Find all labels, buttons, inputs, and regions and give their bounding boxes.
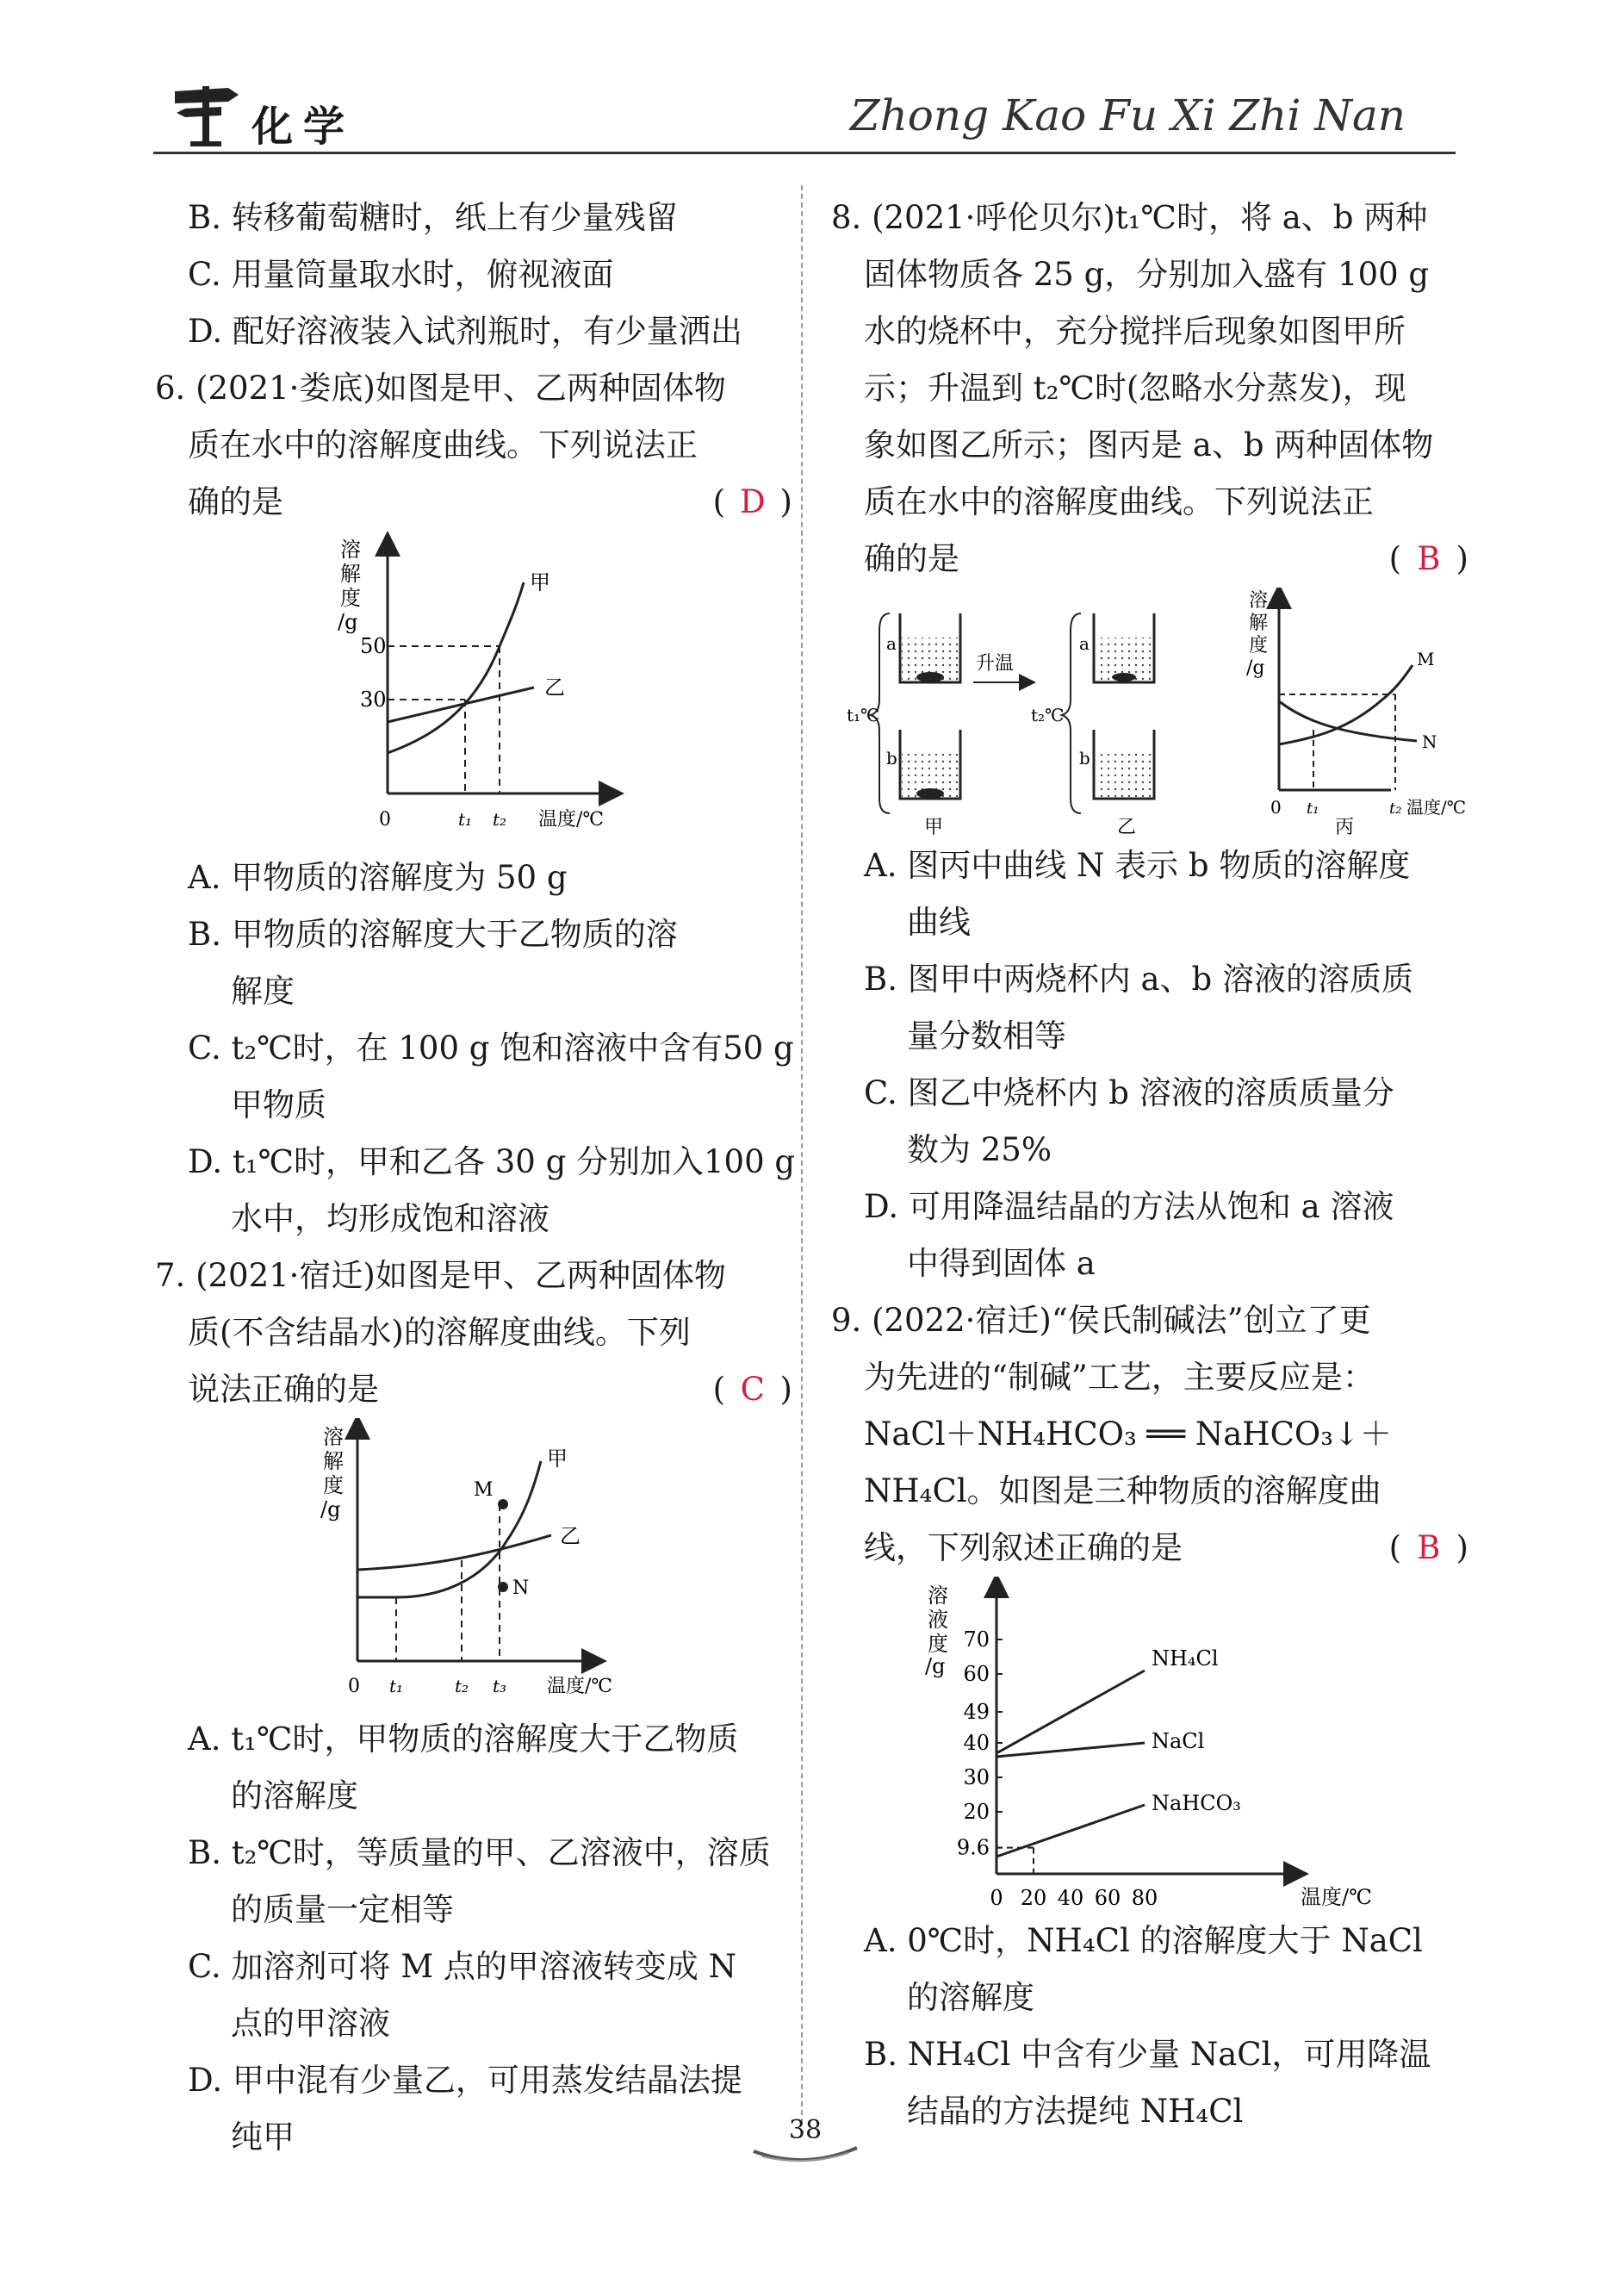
q6-stem-line: 质在水中的溶解度曲线。下列说法正 <box>188 426 698 464</box>
q7-ylabel-char: 度 <box>323 1473 344 1497</box>
q6-solubility-graph <box>155 531 792 849</box>
q7-point-m <box>498 1499 508 1509</box>
q8-stem-line: 8. (2021·呼伦贝尔)t₁℃时，将 a、b 两种 <box>831 199 1428 236</box>
q7-option-d: D. 甲中混有少量乙，可用蒸发结晶法提 <box>188 2062 742 2099</box>
q8-panel-jia: 甲 <box>924 817 944 837</box>
q9-figure <box>831 1577 1468 1913</box>
q6-ylabel-char: 解 <box>340 562 361 586</box>
q9-stem-line <box>831 1520 1468 1577</box>
q8-panel-yi: 乙 <box>1117 817 1137 837</box>
q7-xtick-t1: t₁ <box>389 1676 404 1696</box>
q7-label-m: M <box>474 1479 494 1501</box>
q8-graph-origin: 0 <box>1270 797 1282 818</box>
q9-ytick-label: 70 <box>963 1627 990 1652</box>
q7-option-b: B. t₂℃时，等质量的甲、乙溶液中，溶质 <box>188 1834 771 1871</box>
q6-curve-yi <box>388 688 534 722</box>
q6-ylabel-char: /g <box>338 610 358 634</box>
q7-option-d-cont: 纯甲 <box>231 2119 295 2156</box>
q8-option-c: C. 图乙中烧杯内 b 溶液的溶质质量分 <box>864 1074 1394 1111</box>
q8-option-c-cont: 数为 25% <box>907 1131 1052 1168</box>
q7-option-a-cont: 的溶解度 <box>231 1777 358 1814</box>
series-title: Zhong Kao Fu Xi Zhi Nan <box>849 90 1406 140</box>
q6-option-c-cont: 甲物质 <box>231 1086 326 1123</box>
q9-xtick-label: 20 <box>1020 1886 1047 1910</box>
q8-t1-label: t₁℃ <box>847 705 880 725</box>
q7-label-yi: 乙 <box>560 1524 580 1548</box>
q9-answer: B <box>1417 1529 1441 1566</box>
q6-xtick-t2: t₂ <box>493 809 507 830</box>
page-number-swoosh-icon <box>749 2141 861 2167</box>
q8-option-d: D. 可用降温结晶的方法从饱和 a 溶液 <box>864 1188 1394 1225</box>
q7-answer-box: ( C ) <box>713 1361 792 1418</box>
q6-ylabel-char: 溶 <box>340 538 361 562</box>
q7-curve-yi <box>357 1535 551 1570</box>
q9-series-line <box>996 1671 1145 1753</box>
q7-option-c: C. 加溶剂可将 M 点的甲溶液转变成 N <box>188 1948 737 1985</box>
q9-stem-line: NaCl＋NH₄HCO₃ ══ NaHCO₃↓＋ <box>864 1416 1393 1453</box>
column-divider <box>801 185 803 2124</box>
q7-label-jia: 甲 <box>547 1447 568 1471</box>
q6-xlabel: 温度/℃ <box>538 809 605 831</box>
q9-series-group <box>996 1646 1241 1874</box>
q7-answer: C <box>740 1371 765 1408</box>
q5-option-c: C. 用量筒量取水时，俯视液面 <box>188 256 614 293</box>
q9-series-line <box>996 1805 1145 1857</box>
q9-ylabel-char: 液 <box>928 1608 948 1632</box>
q8-beaker-a2 <box>1094 613 1154 682</box>
q9-xlabel: 温度/℃ <box>1301 1885 1372 1909</box>
q7-ylabel-char: 溶 <box>323 1425 344 1449</box>
q6-stem-text: 确的是 <box>188 483 283 520</box>
q8-beakers-graph <box>831 588 1468 837</box>
q9-series-line <box>996 1743 1145 1757</box>
left-column <box>155 190 796 2166</box>
q8-curve-m <box>1279 665 1412 744</box>
q7-stem-line: 质(不含结晶水)的溶解度曲线。下列 <box>188 1314 691 1351</box>
q8-option-a: A. 图丙中曲线 N 表示 b 物质的溶解度 <box>864 847 1411 884</box>
q9-stem-line: NH₄Cl。如图是三种物质的溶解度曲 <box>864 1472 1381 1509</box>
q8-graph-ylabel-char: 溶 <box>1249 590 1269 612</box>
q9-xtick-label: 40 <box>1057 1886 1084 1910</box>
q7-point-n <box>498 1582 508 1592</box>
q8-stem-line: 固体物质各 25 g，分别加入盛有 100 g <box>864 256 1430 293</box>
q6-label-yi: 乙 <box>544 675 565 700</box>
q8-beaker-b1 <box>900 730 960 799</box>
q9-x-ticks <box>990 1886 1158 1910</box>
q7-ylabel-char: /g <box>320 1497 341 1521</box>
q7-stem-text: 说法正确的是 <box>188 1371 379 1408</box>
q6-figure <box>155 531 792 849</box>
q7-option-a: A. t₁℃时，甲物质的溶解度大于乙物质 <box>188 1720 739 1758</box>
q9-xtick-label: 0 <box>990 1886 1003 1910</box>
q9-ytick-label: 20 <box>963 1800 990 1824</box>
q8-answer: B <box>1417 540 1441 577</box>
q6-option-b-cont: 解度 <box>231 973 295 1010</box>
subject-title: 化学 <box>251 103 356 151</box>
q8-beaker-a1 <box>900 613 960 682</box>
q7-xtick-t3: t₃ <box>493 1676 507 1696</box>
q7-option-b-cont: 的质量一定相等 <box>231 1891 454 1928</box>
page-number: 38 <box>788 2115 823 2145</box>
q9-series-label: NaCl <box>1152 1729 1205 1753</box>
q9-stem-text: 线，下列叙述正确的是 <box>864 1529 1183 1566</box>
q6-ytick-50: 50 <box>360 634 387 658</box>
q8-beaker-label-b1: b <box>886 748 897 768</box>
q9-option-a-cont: 的溶解度 <box>907 1979 1034 2016</box>
q8-stem-line: 示；升温到 t₂℃时(忽略水分蒸发)，现 <box>864 370 1406 407</box>
q6-label-jia: 甲 <box>530 570 550 594</box>
q8-graph-ylabel-char: 解 <box>1249 613 1269 634</box>
q6-ytick-30: 30 <box>360 688 387 712</box>
q9-stem-line: 为先进的“制碱”工艺，主要反应是： <box>864 1359 1375 1396</box>
q6-option-c: C. t₂℃时，在 100 g 饱和溶液中含有50 g <box>188 1030 794 1067</box>
q7-solubility-graph <box>155 1418 792 1711</box>
q8-curve-label-m: M <box>1417 649 1435 669</box>
q9-answer-box: ( B ) <box>1389 1520 1468 1577</box>
q8-option-b-cont: 量分数相等 <box>907 1017 1066 1055</box>
q7-xlabel: 温度/℃ <box>547 1676 613 1697</box>
q8-stem-text: 确的是 <box>864 540 959 577</box>
q8-graph-xlabel: 温度/℃ <box>1406 797 1467 818</box>
q6-stem-line <box>155 474 792 531</box>
q8-graph-ylabel-char: 度 <box>1249 635 1269 656</box>
q9-ylabel-char: 溶 <box>928 1584 948 1608</box>
q9-option-b-cont: 结晶的方法提纯 NH₄Cl <box>907 2093 1244 2130</box>
q7-origin: 0 <box>348 1676 360 1697</box>
q6-answer-box: ( D ) <box>713 474 792 531</box>
q6-origin: 0 <box>379 809 391 831</box>
q8-t2-label: t₂℃ <box>1031 705 1065 725</box>
q9-ylabel-char: /g <box>925 1654 946 1678</box>
q5-option-b: B. 转移葡萄糖时，纸上有少量残留 <box>188 199 678 236</box>
q7-ylabel-char: 解 <box>323 1449 344 1473</box>
q8-option-b: B. 图甲中两烧杯内 a、b 溶液的溶质质 <box>864 961 1413 998</box>
q9-stem-line: 9. (2022·宿迁)“侯氏制碱法”创立了更 <box>831 1302 1371 1339</box>
q7-stem-line <box>155 1361 792 1418</box>
q8-answer-box: ( B ) <box>1389 531 1468 588</box>
q8-brace-yi <box>1062 613 1081 813</box>
right-column <box>831 190 1468 2140</box>
q8-curve-label-n: N <box>1422 731 1437 752</box>
q6-answer: D <box>739 483 766 520</box>
q9-ytick-label: 49 <box>963 1700 990 1724</box>
q9-option-b: B. NH₄Cl 中含有少量 NaCl，可用降温 <box>864 2036 1431 2073</box>
q8-beaker-label-b2: b <box>1079 748 1090 768</box>
q8-option-a-cont: 曲线 <box>907 904 971 941</box>
q8-stem-line: 水的烧杯中，充分搅拌后现象如图甲所 <box>864 313 1406 350</box>
q8-beaker-b2 <box>1094 730 1154 799</box>
q6-curve-jia <box>388 582 524 753</box>
q8-stem-line <box>831 531 1468 588</box>
q9-xtick-label: 80 <box>1131 1886 1158 1910</box>
q6-option-d-cont: 水中，均形成饱和溶液 <box>231 1200 549 1237</box>
q9-xtick-label: 60 <box>1094 1886 1121 1910</box>
q9-option-a: A. 0℃时，NH₄Cl 的溶解度大于 NaCl <box>864 1922 1423 1959</box>
q8-graph-ylabel-char: /g <box>1246 657 1265 679</box>
q9-ytick-label: 40 <box>963 1731 990 1755</box>
q8-graph-xtick-t2: t₂ <box>1389 800 1402 818</box>
q7-label-n: N <box>512 1577 530 1599</box>
q9-ytick-label: 60 <box>963 1662 990 1686</box>
q9-series-label: NaHCO₃ <box>1152 1791 1241 1815</box>
q7-option-c-cont: 点的甲溶液 <box>231 2005 390 2042</box>
q8-figure <box>831 588 1468 837</box>
q7-stem-line: 7. (2021·宿迁)如图是甲、乙两种固体物 <box>155 1257 726 1294</box>
q6-xtick-t1: t₁ <box>458 809 473 830</box>
q5-option-d: D. 配好溶液装入试剂瓶时，有少量洒出 <box>188 313 742 350</box>
q8-beaker-label-a2: a <box>1079 633 1090 654</box>
header-rule <box>153 152 1456 154</box>
q8-stem-line: 象如图乙所示；图丙是 a、b 两种固体物 <box>864 426 1434 464</box>
q7-xtick-t2: t₂ <box>455 1676 469 1696</box>
q9-ylabel-char: 度 <box>928 1632 948 1656</box>
q8-option-d-cont: 中得到固体 a <box>907 1245 1096 1282</box>
q6-option-d: D. t₁℃时，甲和乙各 30 g 分别加入100 g <box>188 1143 796 1180</box>
q9-solubility-chart <box>831 1577 1468 1913</box>
q8-arrow-label: 升温 <box>976 653 1015 675</box>
q6-option-a: A. 甲物质的溶解度为 50 g <box>188 859 568 896</box>
q8-stem-line: 质在水中的溶解度曲线。下列说法正 <box>864 483 1374 520</box>
q9-ytick-label: 9.6 <box>956 1835 990 1860</box>
q8-graph-xtick-t1: t₁ <box>1307 800 1319 818</box>
q8-beaker-label-a1: a <box>886 633 897 654</box>
q6-stem-line: 6. (2021·娄底)如图是甲、乙两种固体物 <box>155 370 726 407</box>
q7-figure <box>155 1418 792 1711</box>
q9-series-label: NH₄Cl <box>1152 1646 1219 1671</box>
q8-panel-bing: 丙 <box>1335 817 1355 837</box>
q6-option-b: B. 甲物质的溶解度大于乙物质的溶 <box>188 916 678 953</box>
q6-ylabel-char: 度 <box>340 586 361 610</box>
signpost-logo-icon <box>168 79 245 148</box>
q9-ytick-label: 30 <box>963 1765 990 1789</box>
